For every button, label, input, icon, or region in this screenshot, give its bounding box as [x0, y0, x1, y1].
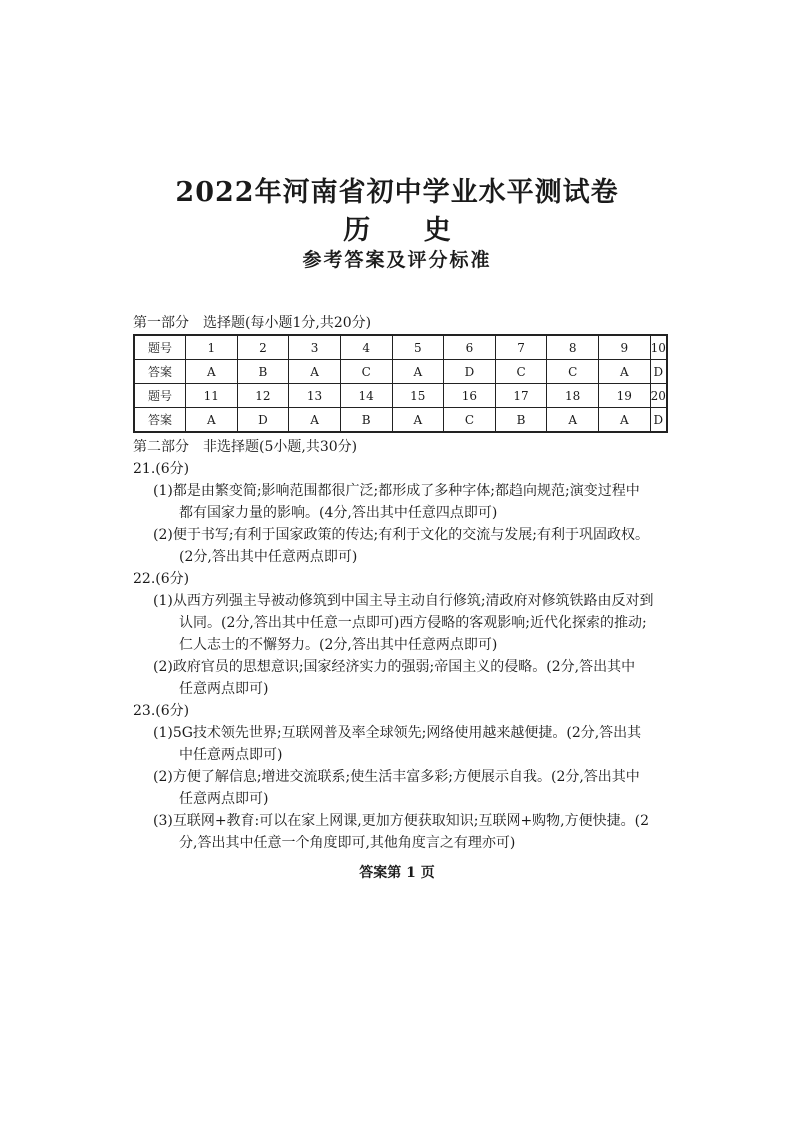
question-number: 17 — [495, 384, 547, 408]
q21-answer-1: (1)都是由繁变简;影响范围都很广泛;都形成了多种字体;都趋向规范;演变过程中 — [153, 483, 640, 499]
q23-answer-3-cont: 分,答出其中任意一个角度即可,其他角度言之有理亦可) — [179, 835, 516, 851]
question-number: 19 — [599, 384, 651, 408]
answer-key-title: 参考答案及评分标准 — [302, 249, 492, 271]
q23-answer-1: (1)5G技术领先世界;互联网普及率全球领先;网络使用越来越便捷。(2分,答出其 — [153, 725, 642, 741]
answer-cell: A — [186, 408, 238, 433]
subject-title: 历 史 — [343, 215, 473, 246]
table-row — [134, 408, 667, 433]
question-number: 18 — [547, 384, 599, 408]
question-number: 7 — [495, 335, 547, 360]
question-number: 11 — [186, 384, 238, 408]
answer-cell: B — [340, 408, 392, 433]
question-number: 3 — [289, 335, 341, 360]
part1-heading: 第一部分 选择题(每小题1分,共20分) — [133, 315, 372, 331]
question-number: 6 — [444, 335, 496, 360]
answer-cell: D — [650, 360, 667, 384]
answer-cell: B — [237, 360, 289, 384]
answer-cell: A — [392, 408, 444, 433]
q22-answer-1-cont: 认同。(2分,答出其中任意一点即可)西方侵略的客观影响;近代化探索的推动; — [179, 615, 647, 631]
part2-heading: 第二部分 非选择题(5小题,共30分) — [133, 439, 358, 455]
question-number: 4 — [340, 335, 392, 360]
row-label: 题号 — [134, 335, 186, 360]
q21-heading: 21.(6分) — [133, 461, 190, 477]
question-number: 14 — [340, 384, 392, 408]
table-row — [134, 360, 667, 384]
question-number: 2 — [237, 335, 289, 360]
page-number: 答案第 1 页 — [359, 865, 435, 881]
question-number: 12 — [237, 384, 289, 408]
q22-answer-2: (2)政府官员的思想意识;国家经济实力的强弱;帝国主义的侵略。(2分,答出其中 — [153, 659, 636, 675]
q23-answer-3: (3)互联网+教育:可以在家上网课,更加方便获取知识;互联网+购物,方便快捷。(2 — [153, 813, 649, 829]
question-number: 16 — [444, 384, 496, 408]
question-number: 15 — [392, 384, 444, 408]
answer-cell: D — [650, 408, 667, 433]
answer-cell: C — [444, 408, 496, 433]
q23-answer-1-cont: 中任意两点即可) — [179, 747, 283, 763]
open-answers — [133, 458, 673, 854]
multiple-choice-answer-table — [133, 334, 668, 433]
q21-answer-1-cont: 都有国家力量的影响。(4分,答出其中任意四点即可) — [179, 505, 498, 521]
table-row — [134, 384, 667, 408]
q23-answer-2-cont: 任意两点即可) — [179, 791, 269, 807]
answer-cell: A — [289, 408, 341, 433]
answer-cell: A — [547, 408, 599, 433]
answer-cell: D — [237, 408, 289, 433]
question-number: 10 — [650, 335, 667, 360]
row-label: 答案 — [134, 360, 186, 384]
q23-answer-2: (2)方便了解信息;增进交流联系;使生活丰富多彩;方便展示自我。(2分,答出其中 — [153, 769, 640, 785]
answer-cell: A — [392, 360, 444, 384]
row-label: 题号 — [134, 384, 186, 408]
table-row — [134, 335, 667, 360]
q21-answer-2-cont: (2分,答出其中任意两点即可) — [179, 549, 358, 565]
q22-answer-1: (1)从西方列强主导被动修筑到中国主导主动自行修筑;清政府对修筑铁路由反对到 — [153, 593, 654, 609]
answer-cell: A — [289, 360, 341, 384]
q23-heading: 23.(6分) — [133, 703, 190, 719]
answer-cell: C — [495, 360, 547, 384]
row-label: 答案 — [134, 408, 186, 433]
question-number: 9 — [599, 335, 651, 360]
exam-title: 2022年河南省初中学业水平测试卷 — [175, 177, 619, 208]
answer-cell: D — [444, 360, 496, 384]
q22-answer-2-cont: 任意两点即可) — [179, 681, 269, 697]
answer-cell: C — [547, 360, 599, 384]
q22-heading: 22.(6分) — [133, 571, 190, 587]
question-number: 20 — [650, 384, 667, 408]
q21-answer-2: (2)便于书写;有利于国家政策的传达;有利于文化的交流与发展;有利于巩固政权。 — [153, 527, 649, 543]
question-number: 5 — [392, 335, 444, 360]
answer-cell: A — [599, 360, 651, 384]
answer-cell: C — [340, 360, 392, 384]
question-number: 8 — [547, 335, 599, 360]
answer-cell: B — [495, 408, 547, 433]
question-number: 13 — [289, 384, 341, 408]
q22-answer-1-cont2: 仁人志士的不懈努力。(2分,答出其中任意两点即可) — [179, 637, 498, 653]
answer-cell: A — [599, 408, 651, 433]
answer-cell: A — [186, 360, 238, 384]
question-number: 1 — [186, 335, 238, 360]
